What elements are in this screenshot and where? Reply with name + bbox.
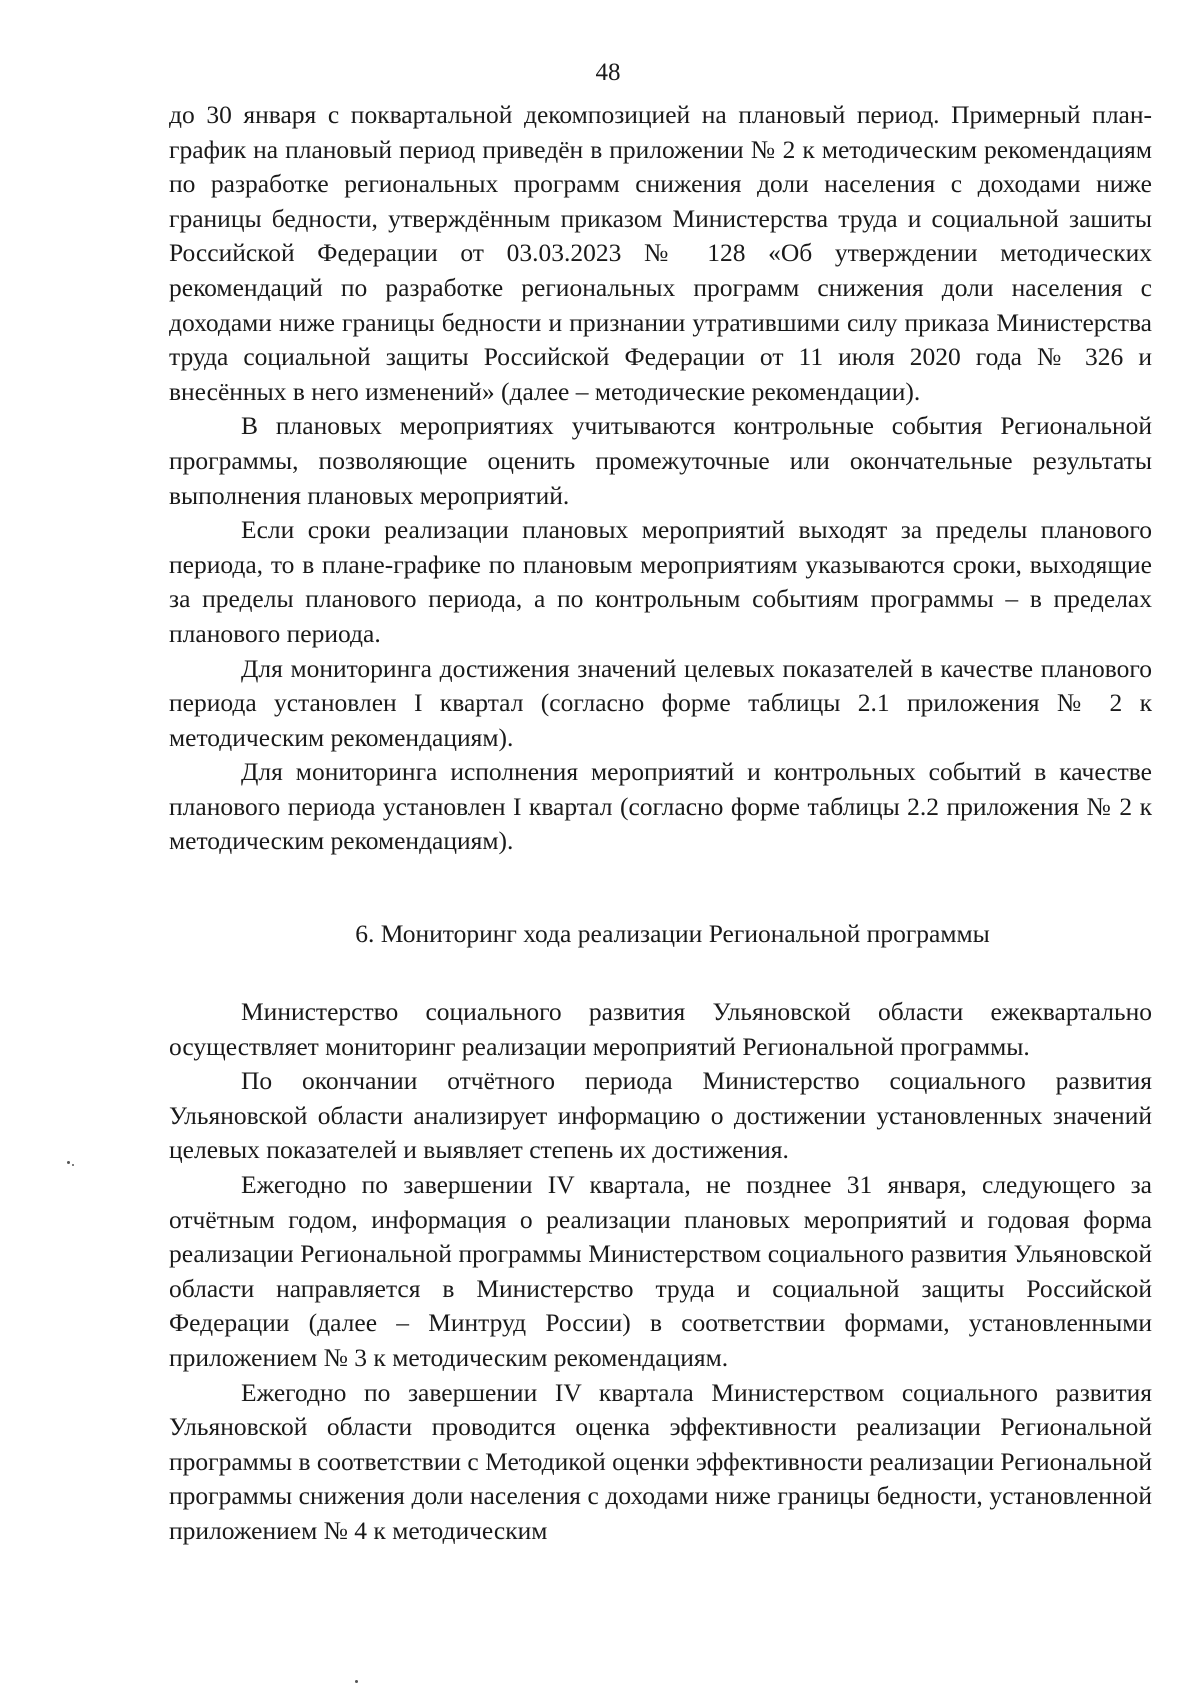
paragraph: В плановых мероприятиях учитываются контрольные события Региональной программы, позволяющие оценить промежуточные или окончательные результаты выполнения плановых мероприятий. [169,411,1152,510]
paragraph: Если сроки реализации плановых мероприятий выходят за пределы планового периода, то в плане-графике по плановым мероприятиям указываются сроки, выходящие за пределы планового периода, а по контрольным событиям программы – в пределах планового периода. [169,515,1152,648]
paragraph: Министерство социального развития Ульяновской области ежеквартально осуществляет мониторинг реализации мероприятий Региональной программы. [169,997,1152,1061]
scan-speck [67,1161,70,1164]
text-block-bottom [169,995,1152,1549]
paragraph: Ежегодно по завершении IV квартала, не позднее 31 января, следующего за отчётным годом, информация о реализации плановых мероприятий и годовая форма реализации Региональной программы Министерством социального развития Ульяновской области направляется в Министерство труда и социальной защиты Российской Федерации (далее – Минтруд России) в соответствии формами, установленными приложением № 3 к методическим рекомендациям. [169,1169,1152,1372]
paragraph: до 30 января с поквартальной декомпозицией на плановый период. Примерный план-график на плановый период приведён в приложении № 2 к методическим рекомендациям по разработке региональных программ снижения доли населения с доходами ниже границы бедности, утверждённым приказом Министерства труда и социальной зашиты Российской Федерации от 03.03.2023 № 128 «Об утверждении методических рекомендаций по разработке региональных программ снижения доли населения с доходами ниже границы бедности и признании утратившими силу приказа Министерства труда социальной защиты Российской Федерации от 11 июля 2020 года № 326 и внесённых в него изменений» (далее – методические рекомендации). [169,100,1152,406]
page-number: 48 [595,59,621,86]
paragraph: Для мониторинга достижения значений целевых показателей в качестве планового периода установлен I квартал (согласно форме таблицы 2.1 приложения № 2 к методическим рекомендациям). [169,653,1152,752]
scan-speck [72,1164,74,1166]
paragraph: По окончании отчётного периода Министерство социального развития Ульяновской области анализирует информацию о достижении установленных значений целевых показателей и выявляет степень их достижения. [169,1066,1152,1165]
section-heading: 6. Мониторинг хода реализации Региональной программы [355,919,990,948]
paragraph: Для мониторинга исполнения мероприятий и контрольных событий в качестве планового периода установлен I квартал (согласно форме таблицы 2.2 приложения № 2 к методическим рекомендациям). [169,757,1152,856]
scan-speck [355,1680,358,1683]
paragraph: Ежегодно по завершении IV квартала Министерством социального развития Ульяновской области проводится оценка эффективности реализации Региональной программы в соответствии с Методикой оценки эффективности реализации Региональной программы снижения доли населения с доходами ниже границы бедности, установленной приложением № 4 к методическим [169,1377,1152,1545]
text-block-top [169,98,1152,859]
